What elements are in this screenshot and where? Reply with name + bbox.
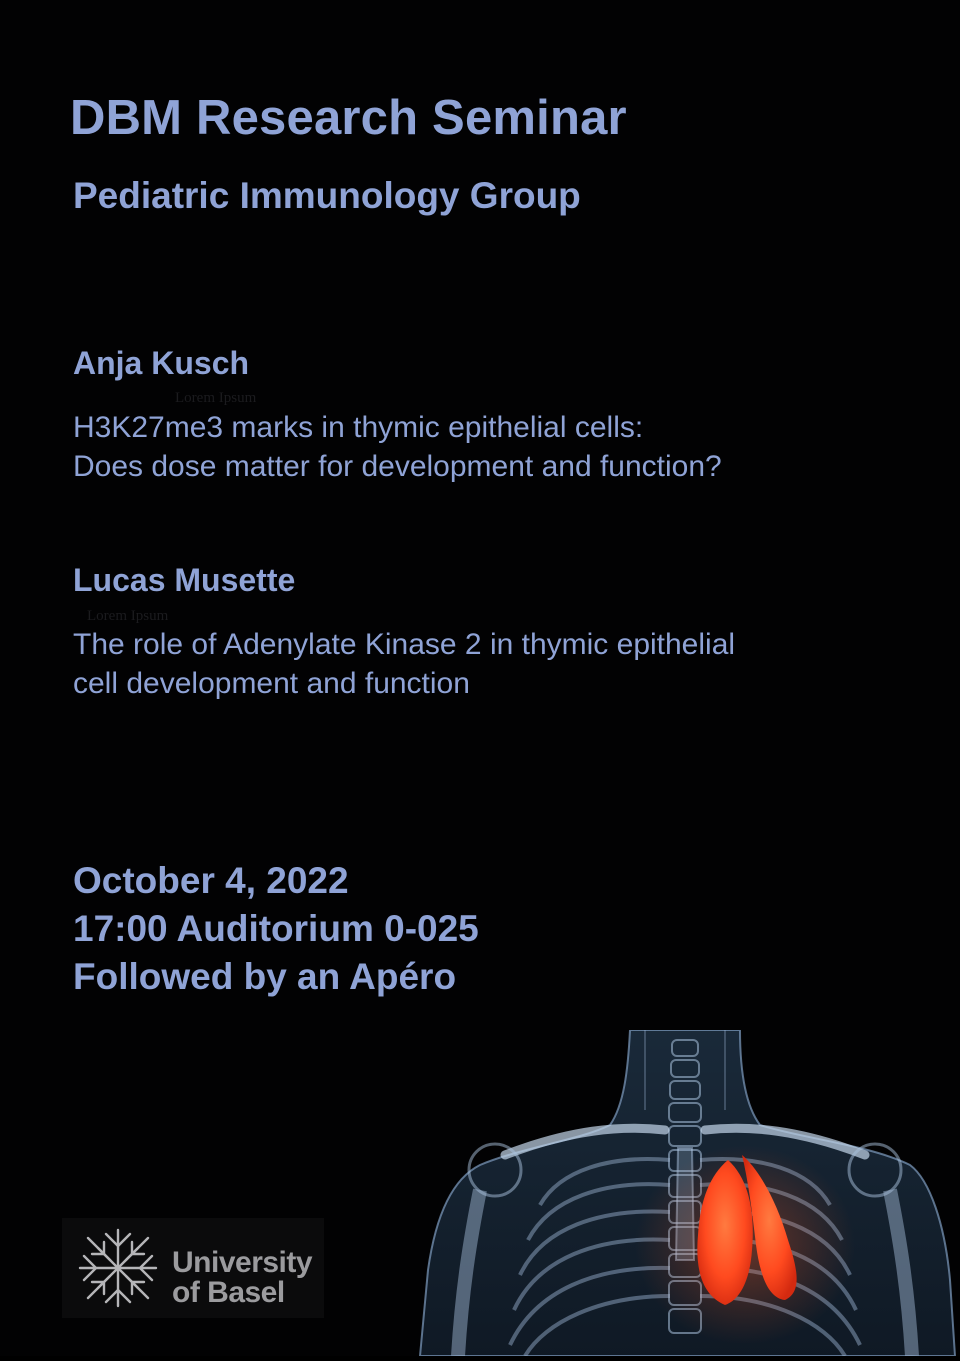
talk-1-title-line-1: H3K27me3 marks in thymic epithelial cells: (73, 411, 644, 444)
university-name (172, 1248, 312, 1308)
xray-torso-icon (410, 1030, 960, 1356)
talk-1-title (73, 408, 722, 486)
talk-2-title-line-2: cell development and function (73, 667, 470, 700)
talk-2-title (73, 625, 735, 703)
university-logo (62, 1218, 324, 1318)
placeholder-text-2: Lorem Ipsum (87, 608, 169, 624)
xray-torso-illustration (410, 1030, 960, 1356)
talk-1-title-line-2: Does dose matter for development and function? (73, 450, 722, 483)
seminar-title: DBM Research Seminar (70, 91, 627, 145)
university-name-line-1: University (172, 1246, 313, 1279)
placeholder-text-1: Lorem Ipsum (175, 390, 257, 406)
university-of-basel-star-icon (76, 1226, 160, 1310)
event-details (73, 857, 479, 1001)
event-time-location: 17:00 Auditorium 0-025 (73, 908, 479, 949)
speaker-1-name: Anja Kusch (73, 345, 250, 381)
university-name-line-2: of Basel (172, 1276, 285, 1309)
talk-2-title-line-1: The role of Adenylate Kinase 2 in thymic epithelial (73, 628, 736, 661)
event-note: Followed by an Apéro (73, 956, 457, 997)
group-name: Pediatric Immunology Group (73, 175, 581, 216)
event-date: October 4, 2022 (73, 860, 349, 901)
speaker-2-name: Lucas Musette (73, 562, 296, 598)
